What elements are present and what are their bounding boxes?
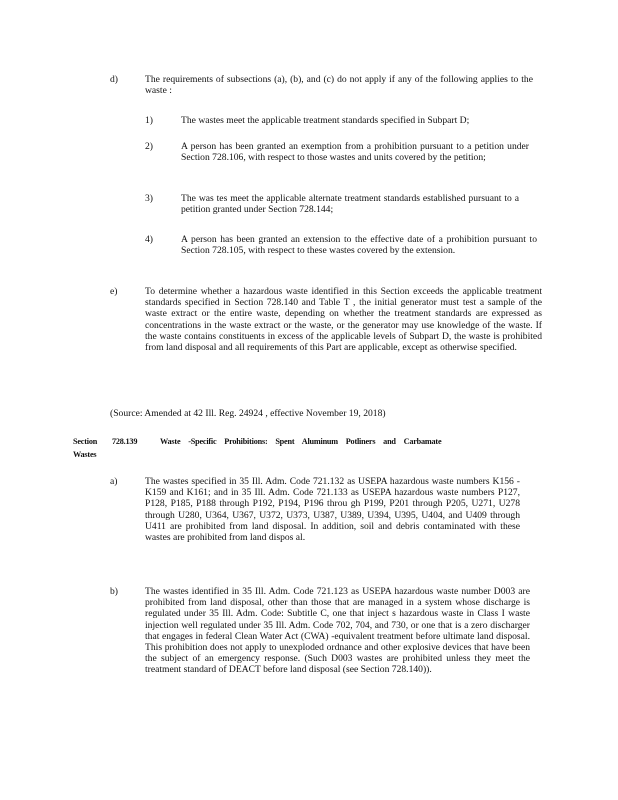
section-title: Waste -Specific Prohibitions: Spent Aluminum Potliners and Carbamate: [160, 437, 442, 446]
subsection-b-text: The wastes identified in 35 Ill. Adm. Code 721.123 as USEPA hazardous waste number D003 are prohibited from land disposal, other than those that are managed in a system whose discharge is regulated under 35 Ill. Adm. Code: Subtitle C, one that inject s hazardous waste in Class I waste injection well regulated under 35 Ill. Adm. Code 702, 704, and 730, or one that is a zero discharger that engages in federal Clean Water Act (CWA) -equivalent treatment before ultimate land disposal. This prohibition does not apply to unexploded ordnance and other explosive devices that have been the subject of an emergency response. (Such D003 wastes are prohibited unless they meet the treatment standard of DEACT before land disposal (see Section 728.140)).: [145, 586, 530, 676]
section-title-continuation: Wastes: [73, 450, 97, 459]
subsection-b-label: b): [110, 586, 118, 597]
subsection-a-text: The wastes specified in 35 Ill. Adm. Code 721.132 as USEPA hazardous waste numbers K156 -K159 and K161; and in 35 Ill. Adm. Code 721.133 as USEPA hazardous waste numbers P127, P128, P185, P188 through P192, P194, P196 throu gh P199, P201 through P205, U271, U278 through U280, U364, U367, U372, U373, U387, U389, U394, U395, U404, and U409 through U411 are prohibited from land disposal. In addition, soil and debris contaminated with these wastes are prohibited from land dispos al.: [145, 476, 520, 544]
subsection-d-text: The requirements of subsections (a), (b), and (c) do not apply if any of the following applies to the waste :: [145, 74, 533, 97]
item-4-label: 4): [145, 234, 153, 245]
subsection-a-label: a): [110, 476, 118, 487]
item-3-text: The was tes meet the applicable alternate treatment standards established pursuant to a petition granted under Section 728.144;: [181, 193, 519, 216]
item-2-label: 2): [145, 141, 153, 152]
section-prefix: Section: [73, 437, 98, 446]
subsection-e-text: To determine whether a hazardous waste identified in this Section exceeds the applicable treatment standards specified in Section 728.140 and Table T , the initial generator must test a sample of the waste extract or the entire waste, depending on whether the treatment standards are expressed as concentrations in the waste extract or the waste, or the generator may use knowledge of the waste. If the waste contains constituents in excess of the applicable levels of Subpart D, the waste is prohibited from land disposal and all requirements of this Part are applicable, except as otherwise specified.: [145, 286, 542, 354]
item-1-text: The wastes meet the applicable treatment standards specified in Subpart D;: [181, 115, 470, 126]
item-4-text: A person has been granted an extension to the effective date of a prohibition pursuant to Section 728.105, with respect to these wastes covered by the extension.: [181, 234, 537, 257]
section-number: 728.139: [112, 437, 138, 446]
item-1-label: 1): [145, 115, 153, 126]
item-2-text: A person has been granted an exemption from a prohibition pursuant to a petition under Section 728.106, with respect to those wastes and units covered by the petition;: [181, 141, 529, 164]
subsection-e-label: e): [110, 286, 118, 297]
source-note: (Source: Amended at 42 Ill. Reg. 24924 , effective November 19, 2018): [110, 408, 386, 419]
subsection-d-label: d): [110, 74, 118, 85]
item-3-label: 3): [145, 193, 153, 204]
